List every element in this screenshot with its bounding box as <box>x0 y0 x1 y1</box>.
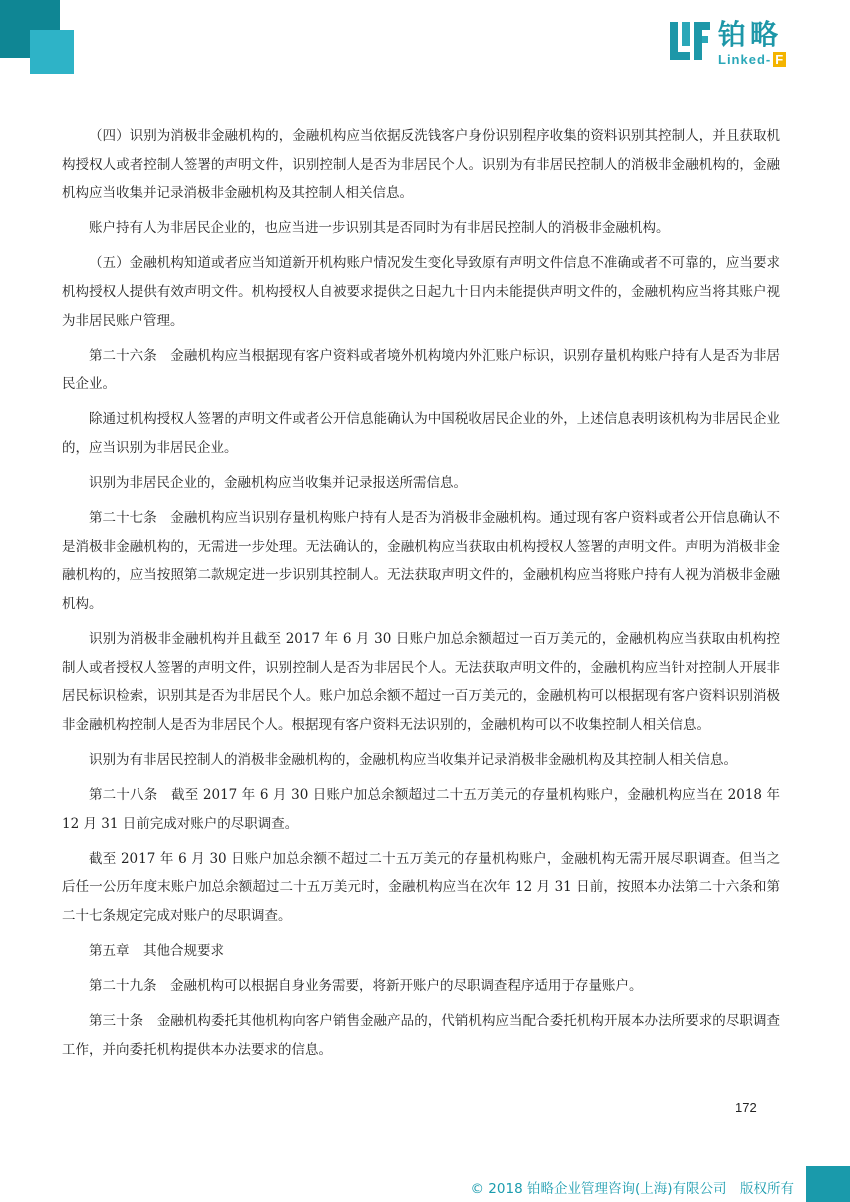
logo-chinese-name: 铂略 <box>718 18 783 51</box>
paragraph: （四）识别为消极非金融机构的，金融机构应当依据反洗钱客户身份识别程序收集的资料识别其控制人，并且获取机构授权人或者控制人签署的声明文件，识别控制人是否为非居民个人。识别为有非居民控制人的消极非金融机构的，金融机构应当收集并记录消极非金融机构及其控制人相关信息。 <box>62 128 780 202</box>
paragraph: 识别为有非居民控制人的消极非金融机构的，金融机构应当收集并记录消极非金融机构及其控制人相关信息。 <box>89 751 737 768</box>
article-27: 第二十七条 金融机构应当识别存量机构账户持有人是否为消极非金融机构。通过现有客户资料或者公开信息确认不是消极非金融机构的，无需进一步处理。无法确认的，金融机构应当获取由机构授权人签署的声明文件。声明为消极非金融机构的，应当按照第二款规定进一步识别其控制人。无法获取声明文件的，金融机构应当将账户持有人视为消极非金融机构。 <box>62 510 780 612</box>
paragraph: 账户持有人为非居民企业的，也应当进一步识别其是否同时为有非居民控制人的消极非金融机构。 <box>89 220 670 237</box>
article-28: 第二十八条 截至 2017 年 6 月 30 日账户加总余额超过二十五万美元的存量机构账户，金融机构应当在 2018 年 12 月 31 日前完成对账户的尽职调查。 <box>62 786 780 832</box>
brand-logo <box>668 18 798 68</box>
logo-english-text: Linked- <box>718 52 772 67</box>
paragraph: 除通过机构授权人签署的声明文件或者公开信息能确认为中国税收居民企业的外，上述信息表明该机构为非居民企业的，应当识别为非居民企业。 <box>62 411 780 456</box>
footer-copyright: © 2018 铂略企业管理咨询(上海)有限公司 版权所有 <box>470 1181 794 1197</box>
paragraph: （五）金融机构知道或者应当知道新开机构账户情况发生变化导致原有声明文件信息不准确或者不可靠的，应当要求机构授权人提供有效声明文件。机构授权人自被要求提供之日起九十日内未能提供声明文件的，金融机构应当将其账户视为非居民账户管理。 <box>62 255 780 329</box>
corner-decoration-light <box>30 30 74 74</box>
logo-english-name <box>718 52 786 67</box>
chapter-heading: 第五章 其他合规要求 <box>89 942 224 959</box>
logo-mark-icon <box>668 20 712 62</box>
paragraph: 识别为消极非金融机构并且截至 2017 年 6 月 30 日账户加总余额超过一百万美元的，金融机构应当获取由机构控制人或者授权人签署的声明文件，识别控制人是否为非居民个人。无法获取声明文件的，金融机构应当针对控制人开展非居民标识检索，识别其是否为非居民个人。账户加总余额不超过一百万美元的，金融机构可以根据现有客户资料识别消极非金融机构控制人是否为非居民个人。根据现有客户资料无法识别的，金融机构可以不收集控制人相关信息。 <box>62 631 780 733</box>
article-26: 第二十六条 金融机构应当根据现有客户资料或者境外机构境内外汇账户标识，识别存量机构账户持有人是否为非居民企业。 <box>62 347 780 393</box>
document-body <box>62 122 780 1064</box>
logo-english-suffix: F <box>775 52 785 67</box>
paragraph: 截至 2017 年 6 月 30 日账户加总余额不超过二十五万美元的存量机构账户，金融机构无需开展尽职调查。但当之后任一公历年度末账户加总余额超过二十五万美元时，金融机构应当在次年 12 月 31 日前，按照本办法第二十六条和第二十七条规定完成对账户的尽职调查。 <box>62 850 780 924</box>
article-29: 第二十九条 金融机构可以根据自身业务需要，将新开账户的尽职调查程序适用于存量账户。 <box>89 978 643 995</box>
article-30: 第三十条 金融机构委托其他机构向客户销售金融产品的，代销机构应当配合委托机构开展本办法所要求的尽职调查工作，并向委托机构提供本办法要求的信息。 <box>62 1013 780 1058</box>
page-number: 172 <box>735 1100 757 1115</box>
footer-decoration-bar <box>806 1166 850 1202</box>
paragraph: 识别为非居民企业的，金融机构应当收集并记录报送所需信息。 <box>89 475 467 492</box>
